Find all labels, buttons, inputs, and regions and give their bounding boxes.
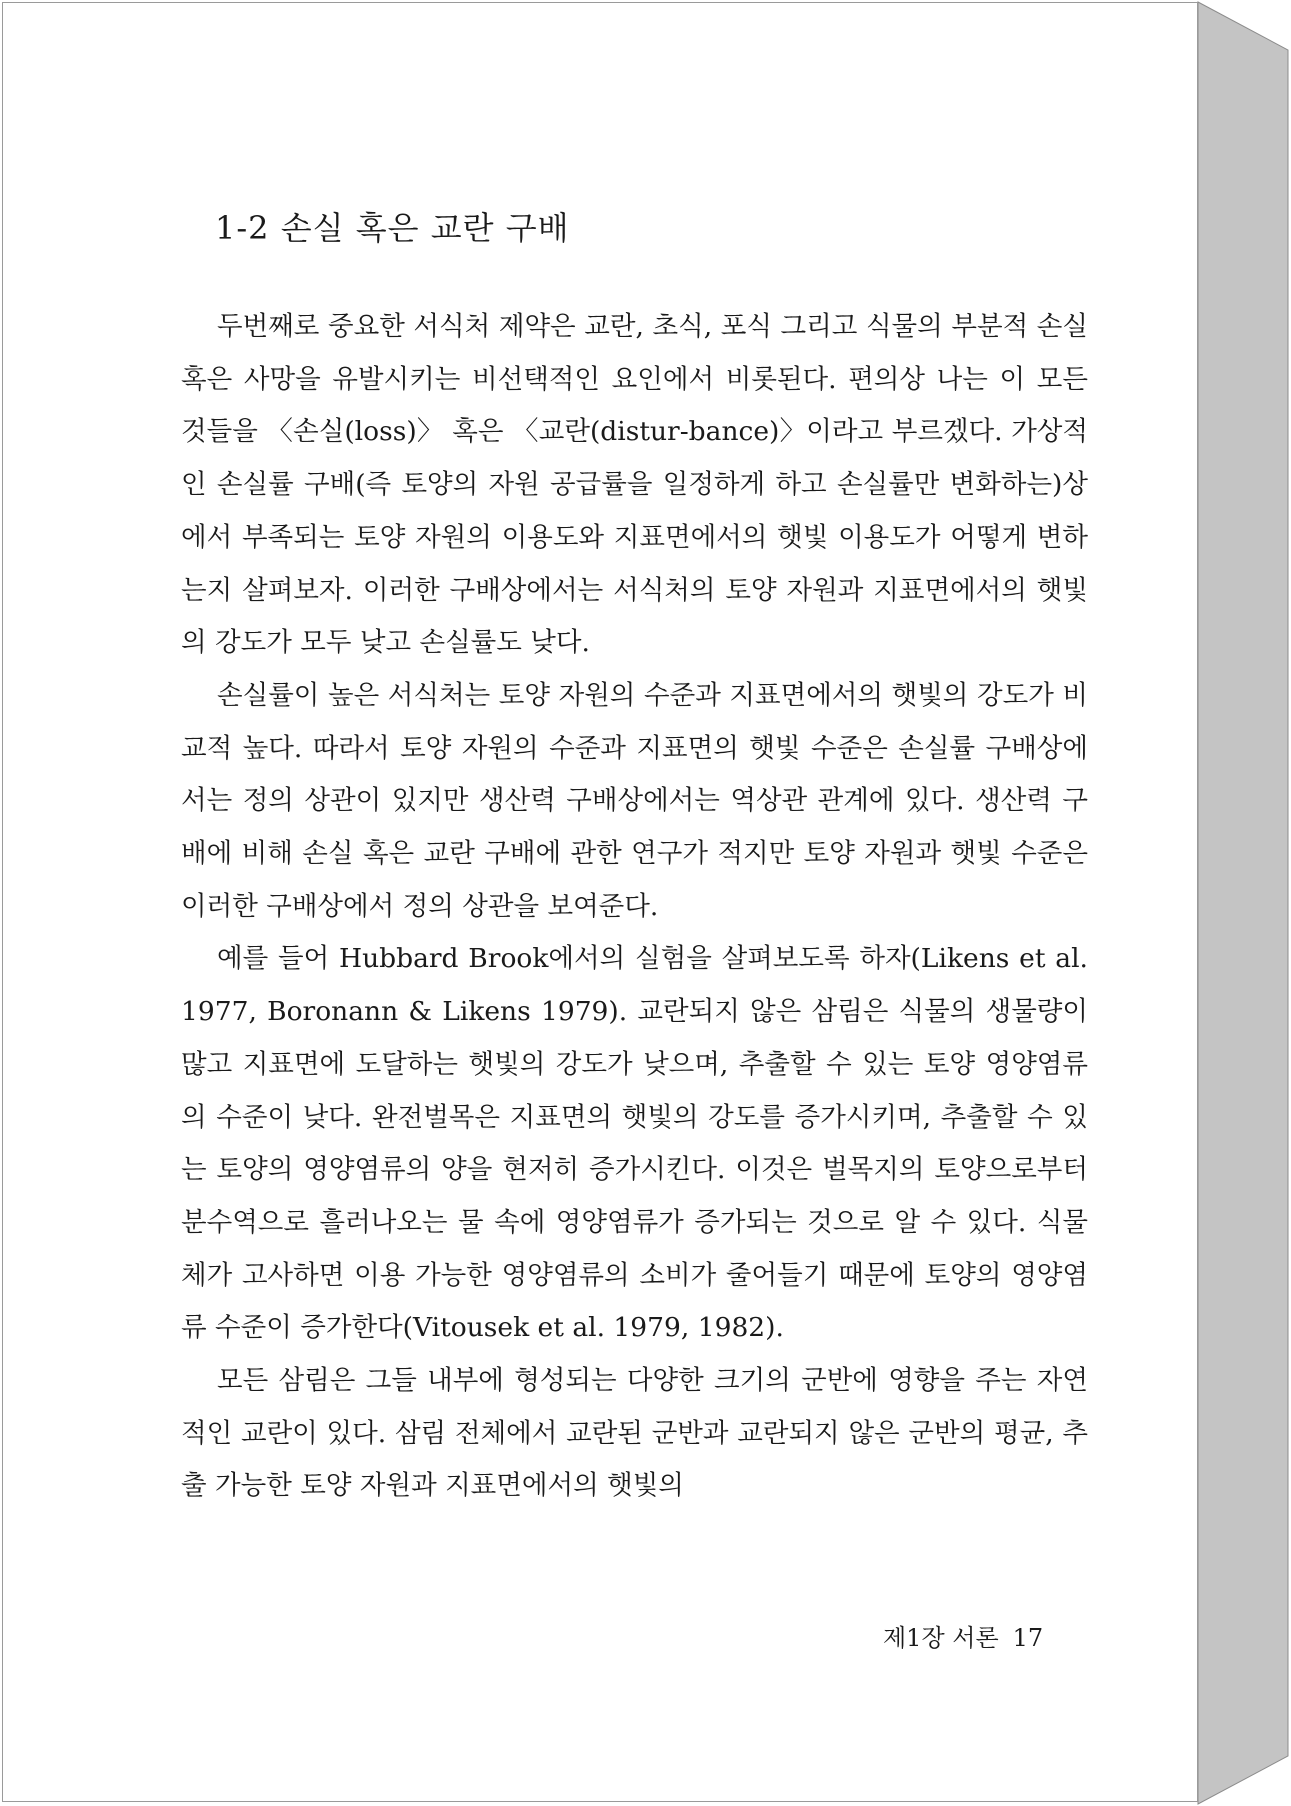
body-text xyxy=(181,301,1088,1513)
page-number: 17 xyxy=(1012,1624,1044,1652)
book-page xyxy=(2,2,1198,1802)
paragraph: 손실률이 높은 서식처는 토양 자원의 수준과 지표면에서의 햇빛의 강도가 비교적 높다. 따라서 토양 자원의 수준과 지표면의 햇빛 수준은 손실률 구배상에서는 정의 상관이 있지만 생산력 구배상에서는 역상관 관계에 있다. 생산력 구배에 비해 손실 혹은 교란 구배에 관한 연구가 적지만 토양 자원과 햇빛 수준은 이러한 구배상에서 정의 상관을 보여준다. xyxy=(181,679,1088,922)
paragraph: 두번째로 중요한 서식처 제약은 교란, 초식, 포식 그리고 식물의 부분적 손실 혹은 사망을 유발시키는 비선택적인 요인에서 비롯된다. 편의상 나는 이 모든 것들을 〈손실(loss)〉 혹은 〈교란(distur-bance)〉이라고 부르겠다. 가상적인 손실률 구배(즉 토양의 자원 공급률을 일정하게 하고 손실률만 변화하는)상에서 부족되는 토양 자원의 이용도와 지표면에서의 햇빛 이용도가 어떻게 변하는지 살펴보자. 이러한 구배상에서는 서식처의 토양 자원과 지표면에서의 햇빛의 강도가 모두 낮고 손실률도 낮다. xyxy=(181,311,1088,659)
page-footer xyxy=(883,1618,1043,1653)
chapter-label: 제1장 서론 xyxy=(883,1624,999,1652)
paragraph: 모든 삼림은 그들 내부에 형성되는 다양한 크기의 군반에 영향을 주는 자연적인 교란이 있다. 삼림 전체에서 교란된 군반과 교란되지 않은 군반의 평균, 추출 가능한 토양 자원과 지표면에서의 햇빛의 xyxy=(181,1365,1088,1502)
section-title: 1-2 손실 혹은 교란 구배 xyxy=(215,209,570,247)
paragraph: 예를 들어 Hubbard Brook에서의 실험을 살펴보도록 하자(Likens et al. 1977, Boronann & Likens 1979). 교란되지 않은 삼림은 식물의 생물량이 많고 지표면에 도달하는 햇빛의 강도가 낮으며, 추출할 수 있는 토양 영양염류의 수준이 낮다. 완전벌목은 지표면의 햇빛의 강도를 증가시키며, 추출할 수 있는 토양의 영양염류의 양을 현저히 증가시킨다. 이것은 벌목지의 토양으로부터 분수역으로 흘러나오는 물 속에 영양염류가 증가되는 것으로 알 수 있다. 식물체가 고사하면 이용 가능한 영양염류의 소비가 줄어들기 때문에 토양의 영양염류 수준이 증가한다(Vitousek et al. 1979, 1982). xyxy=(181,943,1088,1344)
